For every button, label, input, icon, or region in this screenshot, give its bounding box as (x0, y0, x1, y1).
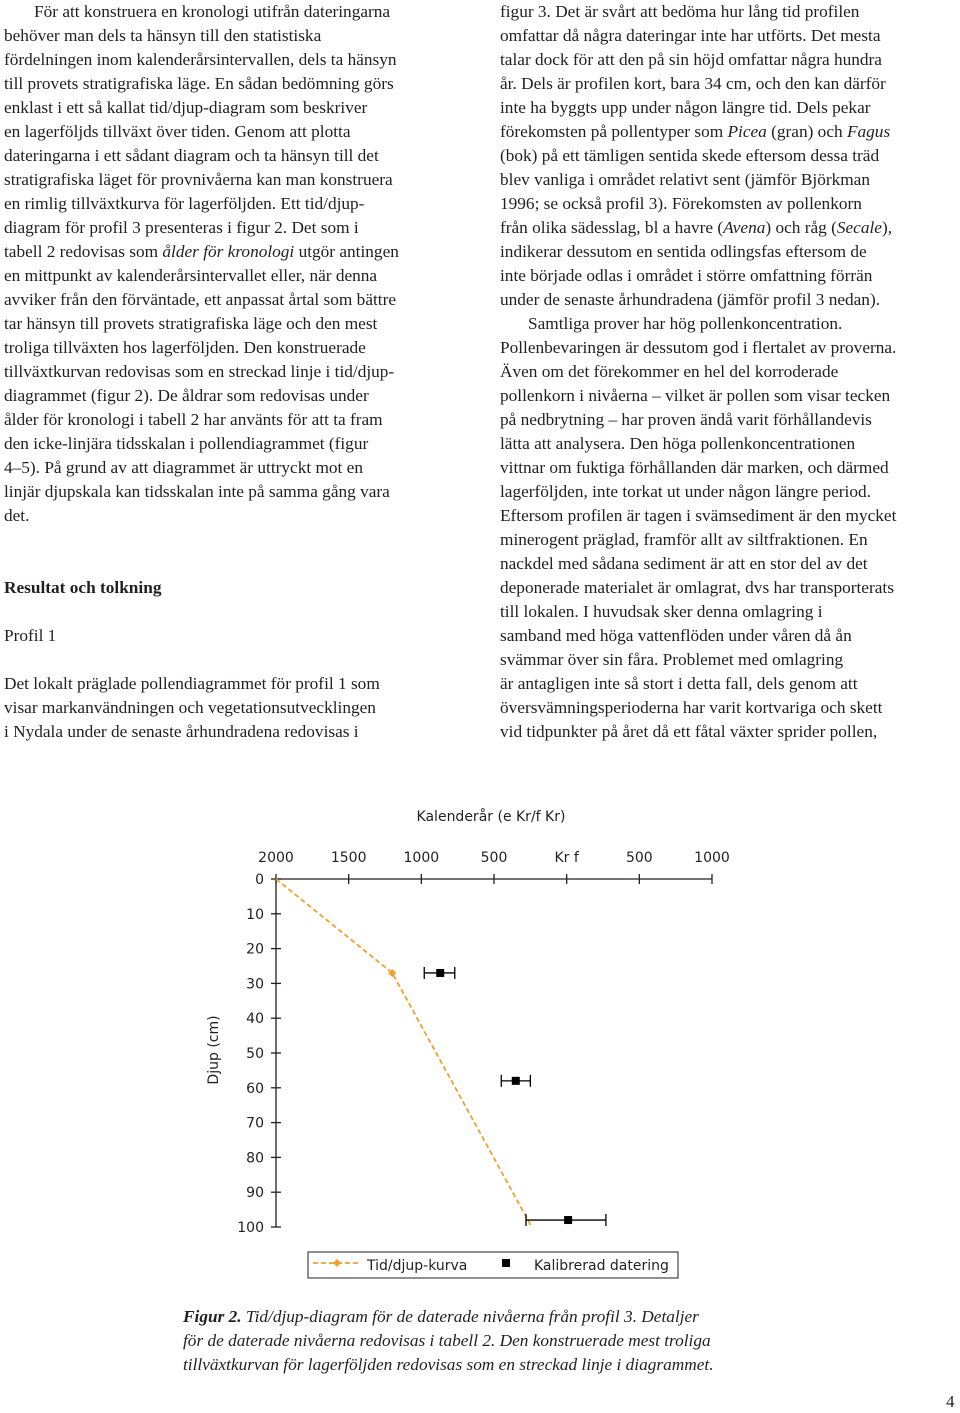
body-line: samband med höga vattenflöden under våren då ån (500, 626, 852, 645)
intro-line: stratigrafiska läget för provnivåerna kan man konstruera (4, 170, 393, 189)
caption-line (183, 1305, 783, 1329)
body-line: pollenkorn i nivåerna – vilket är pollen som visar tecken (500, 386, 891, 405)
y-tick-label: 70 (246, 1115, 264, 1132)
body-line: i Nydala under de senaste århundradena redovisas i (4, 722, 359, 741)
text-run: förekomsten på pollentyper som (500, 122, 728, 141)
body-line (500, 120, 955, 144)
taxon-name: Picea (727, 122, 767, 141)
taxon-name: Fagus (846, 122, 891, 141)
caption-label: Figur 2. (183, 1307, 242, 1326)
body-line: ålder för kronologi i tabell 2 har använts för att ta fram (4, 410, 383, 429)
text-run: ) och råg ( (765, 218, 837, 237)
body-line: svämmar över sin fåra. Problemet med omlagring (500, 650, 844, 669)
body-line: 4–5). På grund av att diagrammet är uttryckt mot en (4, 458, 363, 477)
text-run: tabell 2 redovisas som (4, 242, 163, 261)
legend-dating-marker (502, 1259, 510, 1267)
y-tick-label: 0 (255, 872, 264, 888)
y-tick-label: 90 (246, 1185, 264, 1202)
left-text-column (4, 0, 474, 744)
chart-title: Kalenderår (e Kr/f Kr) (416, 809, 566, 825)
body-line: deponerade materialet är omlagrat, dvs har transporterats (500, 578, 894, 597)
intro-line: För att konstruera en kronologi utifrån dateringarna (34, 2, 391, 21)
body-line: indikerar dessutom en sentida odlingsfas eftersom de (500, 242, 867, 261)
taxon-name: Avena (723, 218, 766, 237)
intro-line: till provets stratigrafiska läge. En sådan bedömning görs (4, 74, 394, 93)
legend-curve-label: Tid/djup-kurva (367, 1258, 468, 1274)
right-text-column (500, 0, 955, 744)
body-line: linjär djupskala kan tidsskalan inte på samma gång vara (4, 482, 390, 501)
body-line: omfattar då några dateringar inte har utförts. Det mesta (500, 26, 881, 45)
body-line: Det lokalt präglade pollendiagrammet för profil 1 som (4, 674, 380, 693)
body-line: Eftersom profilen är tagen i svämsediment är den mycket (500, 506, 897, 525)
body-line: Även om det förekommer en hel del korroderade (500, 362, 839, 381)
body-line: inte började odlas i området i större omfattning förrän (500, 266, 873, 285)
caption-text: Tid/djup-diagram för de daterade nivåerna från profil 3. Detaljer (241, 1307, 699, 1326)
calibrated-dating-point (436, 969, 444, 977)
body-line: avviker från den förväntade, ett anpassat årtal som bättre (4, 290, 397, 309)
body-line: inte ha byggts upp under någon längre tid. Dels pekar (500, 98, 871, 117)
body-line: Samtliga prover har hög pollenkoncentration. (528, 314, 843, 333)
x-tick-label: Kr f (554, 850, 579, 866)
text-run: (gran) och (766, 122, 847, 141)
body-line: den icke-linjära tidsskalan i pollendiagrammet (figur (4, 434, 369, 453)
caption-line: tillväxtkurvan för lagerföljden redovisas som en streckad linje i diagrammet. (183, 1355, 714, 1374)
section-heading: Resultat och tolkning (4, 578, 162, 597)
body-line: lätta att analysera. Den höga pollenkoncentrationen (500, 434, 856, 453)
body-line: tillväxtkurvan redovisas som en streckad linje i tid/djup- (4, 362, 395, 381)
body-line: översvämningsperioderna har varit kortvariga och skett (500, 698, 883, 717)
figure-caption (183, 1305, 783, 1377)
text-run: från olika sädesslag, bl a havre ( (500, 218, 724, 237)
y-tick-label: 20 (246, 941, 264, 958)
text-run: utgör antingen (294, 242, 399, 261)
body-line: är antagligen inte så stort i detta fall, dels genom att (500, 674, 858, 693)
body-line: diagrammet (figur 2). De åldrar som redovisas under (4, 386, 369, 405)
x-tick-label: 2000 (258, 850, 294, 866)
body-line: nackdel med sådana sediment är att en stor del av det (500, 554, 868, 573)
body-line: (bok) på ett tämligen sentida skede eftersom dessa träd (500, 146, 880, 165)
body-line: lagerföljden, inte torkat ut under någon längre period. (500, 482, 871, 501)
body-line (500, 216, 955, 240)
calibrated-dating-point (564, 1216, 572, 1224)
x-tick-label: 1500 (330, 850, 367, 866)
figure-chart (0, 790, 960, 1310)
intro-line (4, 240, 474, 264)
x-tick-label: 500 (625, 850, 653, 866)
body-line: 1996; se också profil 3). Förekomsten av pollenkorn (500, 194, 862, 213)
emphasis-text: ålder för kronologi (162, 242, 295, 261)
y-tick-label: 30 (246, 976, 264, 993)
taxon-name: Secale (836, 218, 882, 237)
time-depth-curve (276, 879, 532, 1227)
y-tick-label: 80 (246, 1150, 264, 1167)
intro-line: behöver man dels ta hänsyn till den statistiska (4, 26, 322, 45)
intro-line: en rimlig tillväxtkurva för lagerföljden. Ett tid/djup- (4, 194, 365, 213)
body-line: på nedbrytning – har proven ändå varit förhållandevis (500, 410, 872, 429)
y-axis-label: Djup (cm) (206, 1015, 222, 1085)
y-tick-label: 60 (246, 1080, 264, 1097)
intro-line: dateringarna i ett sådant diagram och ta hänsyn till det (4, 146, 379, 165)
body-line: Pollenbevaringen är dessutom god i flertalet av proverna. (500, 338, 897, 357)
y-tick-label: 10 (246, 906, 264, 923)
body-line: vittnar om fuktiga förhållanden där marken, och därmed (500, 458, 889, 477)
intro-line: diagram för profil 3 presenteras i figur 2. Det som i (4, 218, 359, 237)
body-line: blev vanliga i området relativt sent (jämför Björkman (500, 170, 870, 189)
y-tick-label: 50 (246, 1046, 264, 1062)
subsection-heading: Profil 1 (4, 626, 57, 645)
y-tick-label: 40 (246, 1011, 264, 1028)
text-run: ), (881, 218, 893, 237)
time-depth-chart (0, 790, 960, 1310)
x-tick-label: 1000 (403, 850, 440, 866)
x-tick-label: 500 (480, 850, 508, 866)
x-tick-label: 1000 (694, 850, 730, 866)
legend-dating-label: Kalibrerad datering (534, 1258, 669, 1274)
body-line: vid tidpunkter på året då ett fåtal växter sprider pollen, (500, 722, 878, 741)
body-line: visar markanvändningen och vegetationsutvecklingen (4, 698, 376, 717)
body-line: en mittpunkt av kalenderårsintervallet eller, när denna (4, 266, 378, 285)
y-tick-label: 100 (237, 1220, 264, 1236)
body-line: det. (4, 506, 30, 525)
caption-line: för de daterade nivåerna redovisas i tabell 2. Den konstruerade mest troliga (183, 1331, 711, 1350)
body-line: figur 3. Det är svårt att bedöma hur lång tid profilen (500, 2, 860, 21)
intro-line: enklast i ett så kallat tid/djup-diagram som beskriver (4, 98, 368, 117)
body-line: under de senaste århundradena (jämför profil 3 nedan). (500, 290, 881, 309)
body-line: talar dock för att den på sin höjd omfattar några hundra (500, 50, 882, 69)
body-line: minerogent präglad, framför allt av siltfraktionen. En (500, 530, 868, 549)
body-line: till lokalen. I huvudsak sker denna omlagring i (500, 602, 823, 621)
intro-line: fördelningen inom kalenderårsintervallen, dels ta hänsyn (4, 50, 397, 69)
body-line: troliga tillväxten hos lagerföljden. Den konstruerade (4, 338, 366, 357)
body-line: år. Dels är profilen kort, bara 34 cm, och den kan därför (500, 74, 886, 93)
calibrated-dating-point (512, 1077, 520, 1085)
intro-line: en lagerföljds tillväxt över tiden. Genom att plotta (4, 122, 351, 141)
body-line: tar hänsyn till provets stratigrafiska läge och den mest (4, 314, 378, 333)
page-number: 4 (946, 1392, 955, 1411)
